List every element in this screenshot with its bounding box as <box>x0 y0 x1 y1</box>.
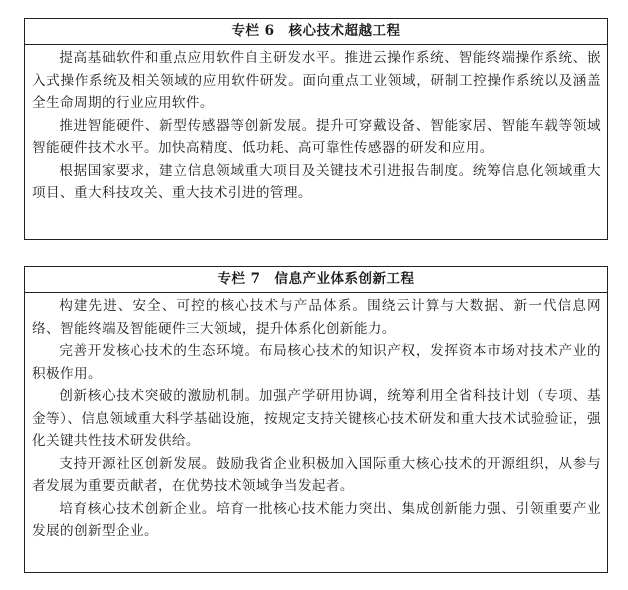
column-6-paragraph-3: 根据国家要求，建立信息领域重大项目及关键技术引进报告制度。统筹信息化领域重大项目、重大科技攻关、重大技术引进的管理。 <box>32 162 601 201</box>
column-6-paragraph-2: 推进智能硬件、新型传感器等创新发展。提升可穿戴设备、智能家居、智能车载等领域智能硬件技术水平。加快高精度、低功耗、高可靠性传感器的研发和应用。 <box>32 117 601 156</box>
column-7-header <box>25 267 607 293</box>
column-box-6 <box>24 18 608 240</box>
column-7-paragraph-4: 支持开源社区创新发展。鼓励我省企业积极加入国际重大核心技术的开源组织，从参与者发展为重要贡献者，在优势技术领域争当发起者。 <box>32 455 601 494</box>
column-6-body <box>25 45 607 205</box>
column-6-label: 专栏 6 <box>231 23 275 39</box>
column-6-paragraph-1: 提高基础软件和重点应用软件自主研发水平。推进云操作系统、智能终端操作系统、嵌入式操作系统及相关领域的应用软件研发。面向重点工业领域，研制工控操作系统以及涵盖全生命周期的行业应用软件。 <box>32 50 601 111</box>
column-6-header <box>25 19 607 45</box>
column-7-paragraph-2: 完善开发核心技术的生态环境。布局核心技术的知识产权，发挥资本市场对技术产业的积极作用。 <box>32 343 601 382</box>
column-7-title: 信息产业体系创新工程 <box>274 271 415 287</box>
column-7-label: 专栏 7 <box>217 271 261 287</box>
column-7-paragraph-5: 培育核心技术创新企业。培育一批核心技术能力突出、集成创新能力强、引领重要产业发展的创新型企业。 <box>32 500 601 539</box>
column-box-7 <box>24 266 608 573</box>
column-7-paragraph-1: 构建先进、安全、可控的核心技术与产品体系。围绕云计算与大数据、新一代信息网络、智能终端及智能硬件三大领域，提升体系化创新能力。 <box>32 298 601 337</box>
column-6-title: 核心技术超越工程 <box>288 23 401 39</box>
column-7-paragraph-3: 创新核心技术突破的激励机制。加强产学研用协调，统筹利用全省科技计划（专项、基金等）、信息领域重大科学基础设施，按规定支持关键核心技术研发和重大技术试验验证，强化关键共性技术研发供给。 <box>32 388 601 449</box>
column-7-body <box>25 293 607 543</box>
